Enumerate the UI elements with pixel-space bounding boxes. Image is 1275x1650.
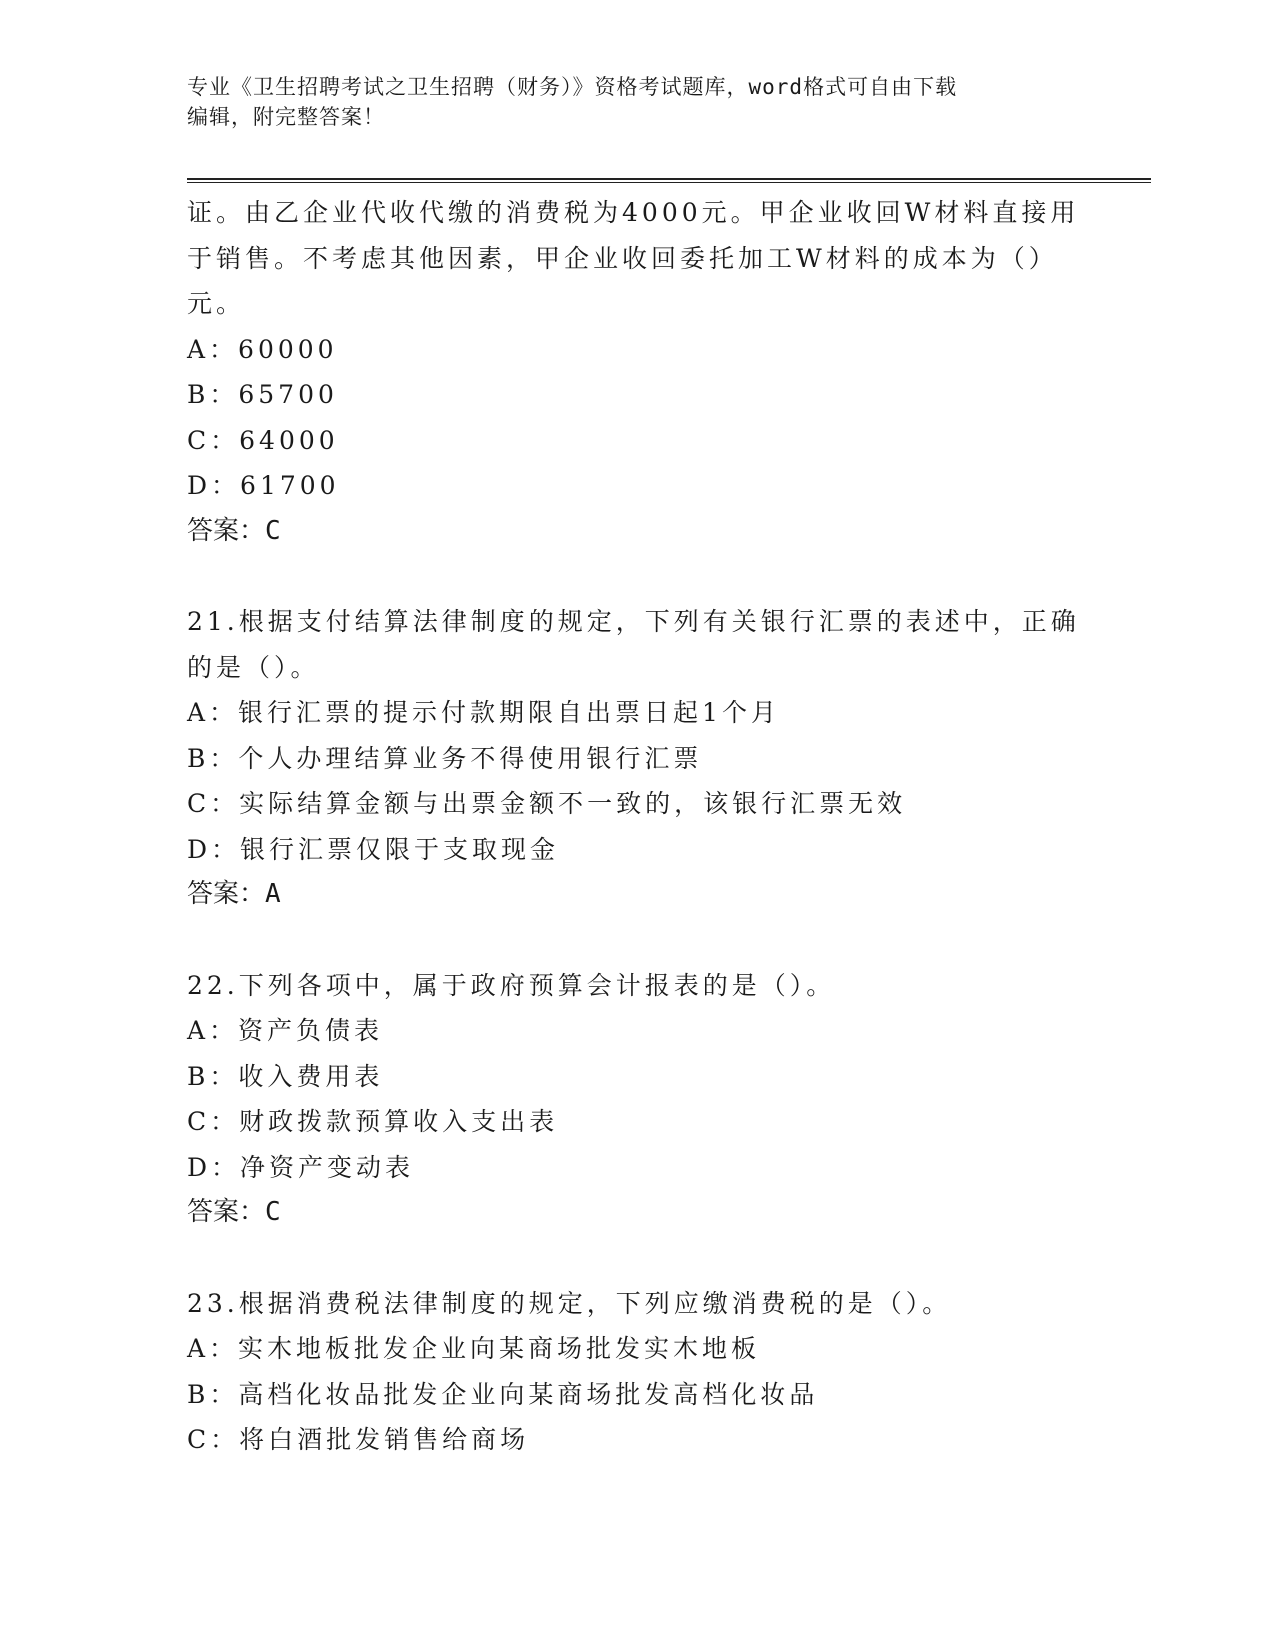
question-text-line: 23.根据消费税法律制度的规定，下列应缴消费税的是（）。 (187, 1288, 952, 1318)
option-a: A：60000 (187, 334, 338, 364)
answer: 答案：A (187, 879, 281, 909)
spacer (187, 1236, 1087, 1281)
question-text-line: 的是（）。 (187, 652, 320, 682)
option-b: B：个人办理结算业务不得使用银行汇票 (187, 743, 703, 773)
option-b: B：收入费用表 (187, 1061, 384, 1091)
question-text-line: 21.根据支付结算法律制度的规定，下列有关银行汇票的表述中，正确 (187, 607, 1080, 636)
option-d: D：61700 (187, 471, 340, 500)
answer: 答案：C (187, 1197, 281, 1227)
header-divider (187, 178, 1151, 183)
option-a: A：实木地板批发企业向某商场批发实木地板 (187, 1334, 761, 1363)
page-header (187, 72, 1087, 132)
option-c: C：实际结算金额与出票金额不一致的，该银行汇票无效 (187, 789, 907, 818)
spacer (187, 918, 1087, 963)
header-line-1: 专业《卫生招聘考试之卫生招聘（财务）》资格考试题库，word格式可自由下载 (187, 75, 958, 99)
option-c: C：将白酒批发销售给商场 (187, 1425, 530, 1454)
question-text-line: 元。 (187, 289, 246, 318)
option-d: D：银行汇票仅限于支取现金 (187, 834, 560, 864)
option-a: A：银行汇票的提示付款期限自出票日起1个月 (187, 698, 780, 727)
question-21 (187, 599, 1087, 918)
question-22 (187, 963, 1087, 1236)
option-b: B：65700 (187, 380, 338, 409)
answer: 答案：C (187, 515, 281, 546)
option-d: D：净资产变动表 (187, 1152, 415, 1182)
question-continuation (187, 190, 1087, 554)
question-text-line: 于销售。不考虑其他因素，甲企业收回委托加工W材料的成本为（） (187, 243, 1058, 273)
option-a: A：资产负债表 (187, 1016, 384, 1045)
option-b: B：高档化妆品批发企业向某商场批发高档化妆品 (187, 1379, 819, 1409)
question-23 (187, 1281, 1087, 1463)
document-body (187, 190, 1087, 1463)
question-text-line: 证。由乙企业代收代缴的消费税为4000元。甲企业收回W材料直接用 (187, 198, 1080, 227)
option-c: C：64000 (187, 425, 339, 455)
option-c: C：财政拨款预算收入支出表 (187, 1107, 559, 1136)
spacer (187, 554, 1087, 599)
header-line-2: 编辑，附完整答案！ (187, 105, 385, 129)
question-text-line: 22.下列各项中，属于政府预算会计报表的是（）。 (187, 970, 836, 1000)
